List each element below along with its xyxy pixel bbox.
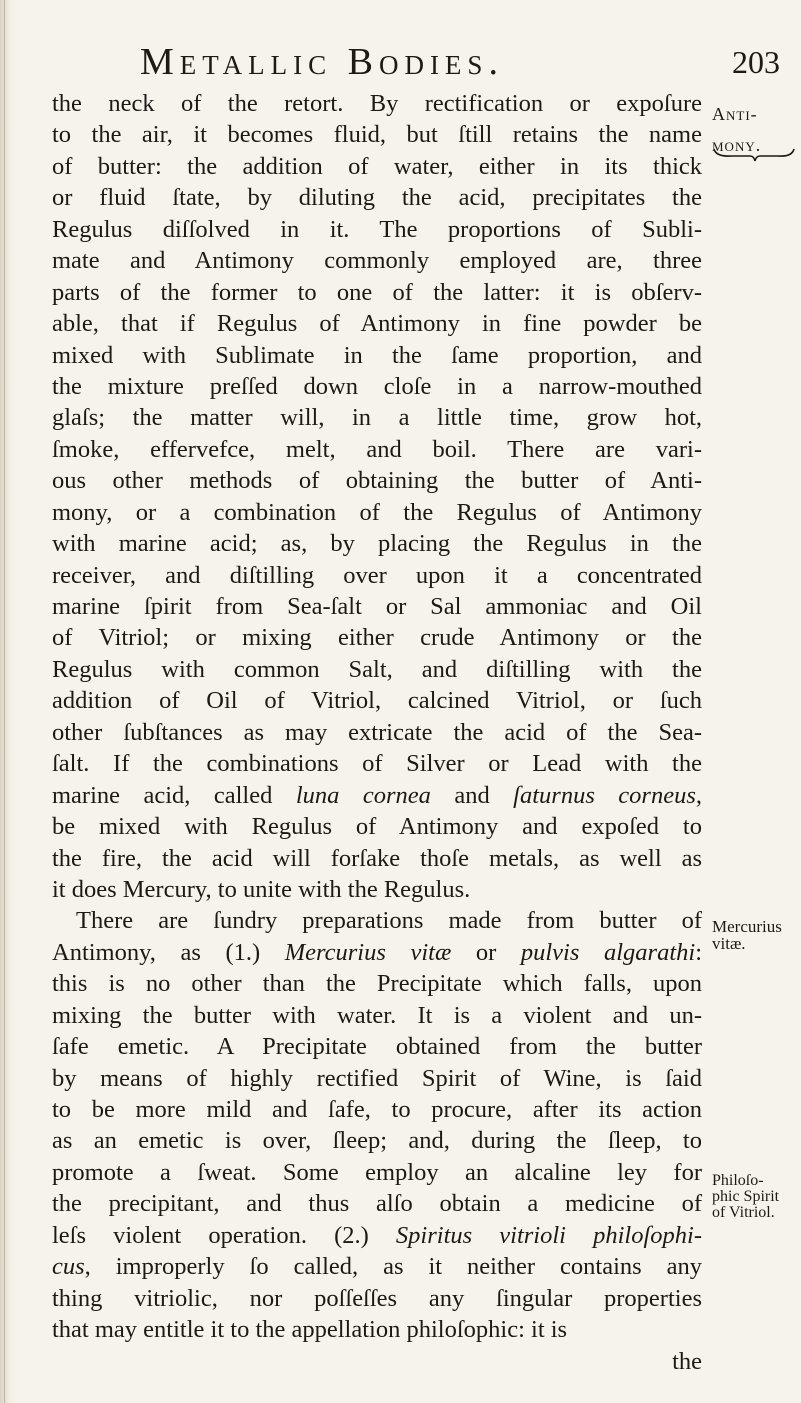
text-run: marine acid, called	[52, 781, 296, 809]
text-run: to be more mild and ſafe, to procure, after its action	[52, 1096, 702, 1123]
text-run: or	[451, 938, 521, 966]
binding-edge	[0, 0, 14, 1403]
text-line	[52, 88, 702, 119]
text-line	[52, 497, 702, 528]
binding-line	[4, 0, 5, 1403]
text-run: it does Mercury, to unite with the Regulus.	[52, 875, 471, 903]
text-run: mixed with Sublimate in the ſame proportion, and	[52, 341, 702, 369]
text-run: ſalt. If the combinations of Silver or Lead with the	[52, 750, 702, 778]
text-line	[52, 528, 702, 559]
text-run: as an emetic is over, ſleep; and, during the ſleep, to	[52, 1127, 702, 1155]
text-run: ſaturnus corneus	[513, 781, 696, 809]
text-run: Regulus with common Salt, and diſtilling with the	[52, 655, 702, 683]
text-run: other ſubſtances as may extricate the acid of the Sea-	[52, 718, 702, 746]
text-line	[52, 560, 702, 591]
text-run: , improperly ſo called, as it neither contains any	[84, 1253, 702, 1281]
text-run: this is no other than the Precipitate which falls, upon	[52, 970, 702, 998]
text-line	[52, 654, 702, 685]
text-line	[52, 308, 702, 339]
margin-note-line: vitæ.	[712, 934, 746, 953]
text-line	[52, 591, 702, 622]
text-run: addition of Oil of Vitriol, calcined Vitriol, or ſuch	[52, 687, 702, 715]
body-text	[52, 88, 702, 1377]
text-line	[52, 780, 702, 811]
page-header	[140, 40, 780, 90]
text-line	[52, 717, 702, 748]
text-line	[52, 1251, 702, 1282]
text-line	[52, 245, 702, 276]
text-line	[52, 843, 702, 874]
text-run: thing vitriolic, nor poſſeſſes any ſingular properties	[52, 1284, 702, 1312]
text-run: leſs violent operation. (2.)	[52, 1221, 396, 1249]
text-run: ſafe emetic. A Precipitate obtained from the butter	[52, 1033, 702, 1061]
running-head: Metallic Bodies.	[140, 41, 504, 83]
text-run: ous other methods of obtaining the butter of Anti-	[52, 467, 702, 495]
margin-note-line: phic Spirit	[712, 1188, 780, 1205]
text-line	[52, 1094, 702, 1125]
margin-note-line: Anti-	[712, 104, 758, 124]
text-line	[52, 402, 702, 433]
margin-note-line: of Vitriol.	[712, 1204, 775, 1221]
text-line	[52, 874, 702, 905]
text-run: Regulus diſſolved in it. The proportions of Subli-	[52, 215, 702, 243]
text-run: receiver, and diſtilling over upon it a concentrated	[52, 561, 702, 589]
margin-note-mercurius	[712, 918, 800, 952]
text-line	[52, 685, 702, 716]
text-run: ſmoke, effervefce, melt, and boil. There are vari-	[52, 435, 702, 463]
margin-note-philosophic-spirit	[712, 1173, 800, 1221]
text-run: parts of the former to one of the latter: it is obſerv-	[52, 278, 702, 306]
text-line	[52, 1125, 702, 1156]
text-line	[52, 277, 702, 308]
text-run: promote a ſweat. Some employ an alcaline ley for	[52, 1158, 702, 1186]
text-run: to the air, it becomes fluid, but ſtill retains the name	[52, 121, 702, 149]
text-run: and	[430, 781, 514, 809]
text-line	[52, 622, 702, 653]
text-line	[52, 182, 702, 213]
text-run: the fire, the acid will forſake thoſe metals, as well as	[52, 844, 702, 872]
text-run: :	[695, 938, 702, 966]
text-run: Spiritus vitrioli philoſophi-	[395, 1221, 702, 1249]
brace-icon	[712, 147, 796, 163]
text-run: that may entitle it to the appellation philoſophic: it is	[52, 1316, 568, 1344]
text-run: glaſs; the matter will, in a little time, grow hot,	[52, 404, 702, 432]
text-line	[52, 905, 702, 936]
text-run: mate and Antimony commonly employed are, three	[52, 247, 702, 275]
text-run: mony, or a combination of the Regulus of Antimony	[52, 498, 702, 526]
margin-note-line: Mercurius	[712, 917, 782, 936]
text-line	[52, 434, 702, 465]
text-line	[52, 119, 702, 150]
text-line	[52, 1000, 702, 1031]
text-run: ,	[695, 781, 703, 809]
text-run: the	[672, 1347, 702, 1375]
text-line	[52, 811, 702, 842]
text-line	[52, 1031, 702, 1062]
text-line	[52, 1063, 702, 1094]
text-run: cus	[52, 1253, 85, 1281]
text-run: Mercurius vitæ	[284, 938, 452, 966]
text-line	[52, 937, 702, 968]
text-run: pulvis algarathi	[520, 938, 696, 966]
text-line	[52, 340, 702, 371]
page-number: 203	[732, 44, 780, 80]
text-line	[52, 1157, 702, 1188]
text-line	[52, 214, 702, 245]
text-run: luna cornea	[295, 781, 431, 809]
margin-note-line: Philoſo-	[712, 1172, 764, 1189]
text-line	[52, 151, 702, 182]
text-run: the mixture preſſed down cloſe in a narrow-mouthed	[52, 372, 702, 400]
text-line	[52, 1188, 702, 1219]
text-run: mixing the butter with water. It is a violent and un-	[52, 1001, 702, 1029]
text-run: be mixed with Regulus of Antimony and expoſed to	[52, 813, 702, 841]
text-line	[52, 1220, 702, 1251]
text-run: marine ſpirit from Sea-ſalt or Sal ammoniac and Oil	[52, 593, 702, 620]
text-line	[52, 1314, 702, 1345]
text-line	[52, 968, 702, 999]
text-run: by means of highly rectified Spirit of Wine, is ſaid	[52, 1064, 702, 1092]
text-run: Antimony, as (1.)	[52, 938, 285, 966]
text-line	[52, 465, 702, 496]
text-run: the precipitant, and thus alſo obtain a medicine of	[52, 1190, 702, 1218]
text-run: There are ſundry preparations made from butter of	[76, 907, 702, 935]
text-line	[52, 1346, 702, 1377]
text-run: of Vitriol; or mixing either crude Antimony or the	[52, 624, 702, 652]
text-line	[52, 748, 702, 779]
margin-note-line: mony.	[712, 135, 762, 155]
text-line	[52, 1283, 702, 1314]
text-line	[52, 371, 702, 402]
text-run: of butter: the addition of water, either in its thick	[52, 152, 702, 180]
text-run: with marine acid; as, by placing the Regulus in the	[52, 530, 702, 558]
text-run: able, that if Regulus of Antimony in fine powder be	[52, 310, 702, 338]
text-run: or fluid ſtate, by diluting the acid, precipitates the	[52, 184, 702, 212]
text-run: the neck of the retort. By rectification or expoſure	[52, 90, 702, 117]
